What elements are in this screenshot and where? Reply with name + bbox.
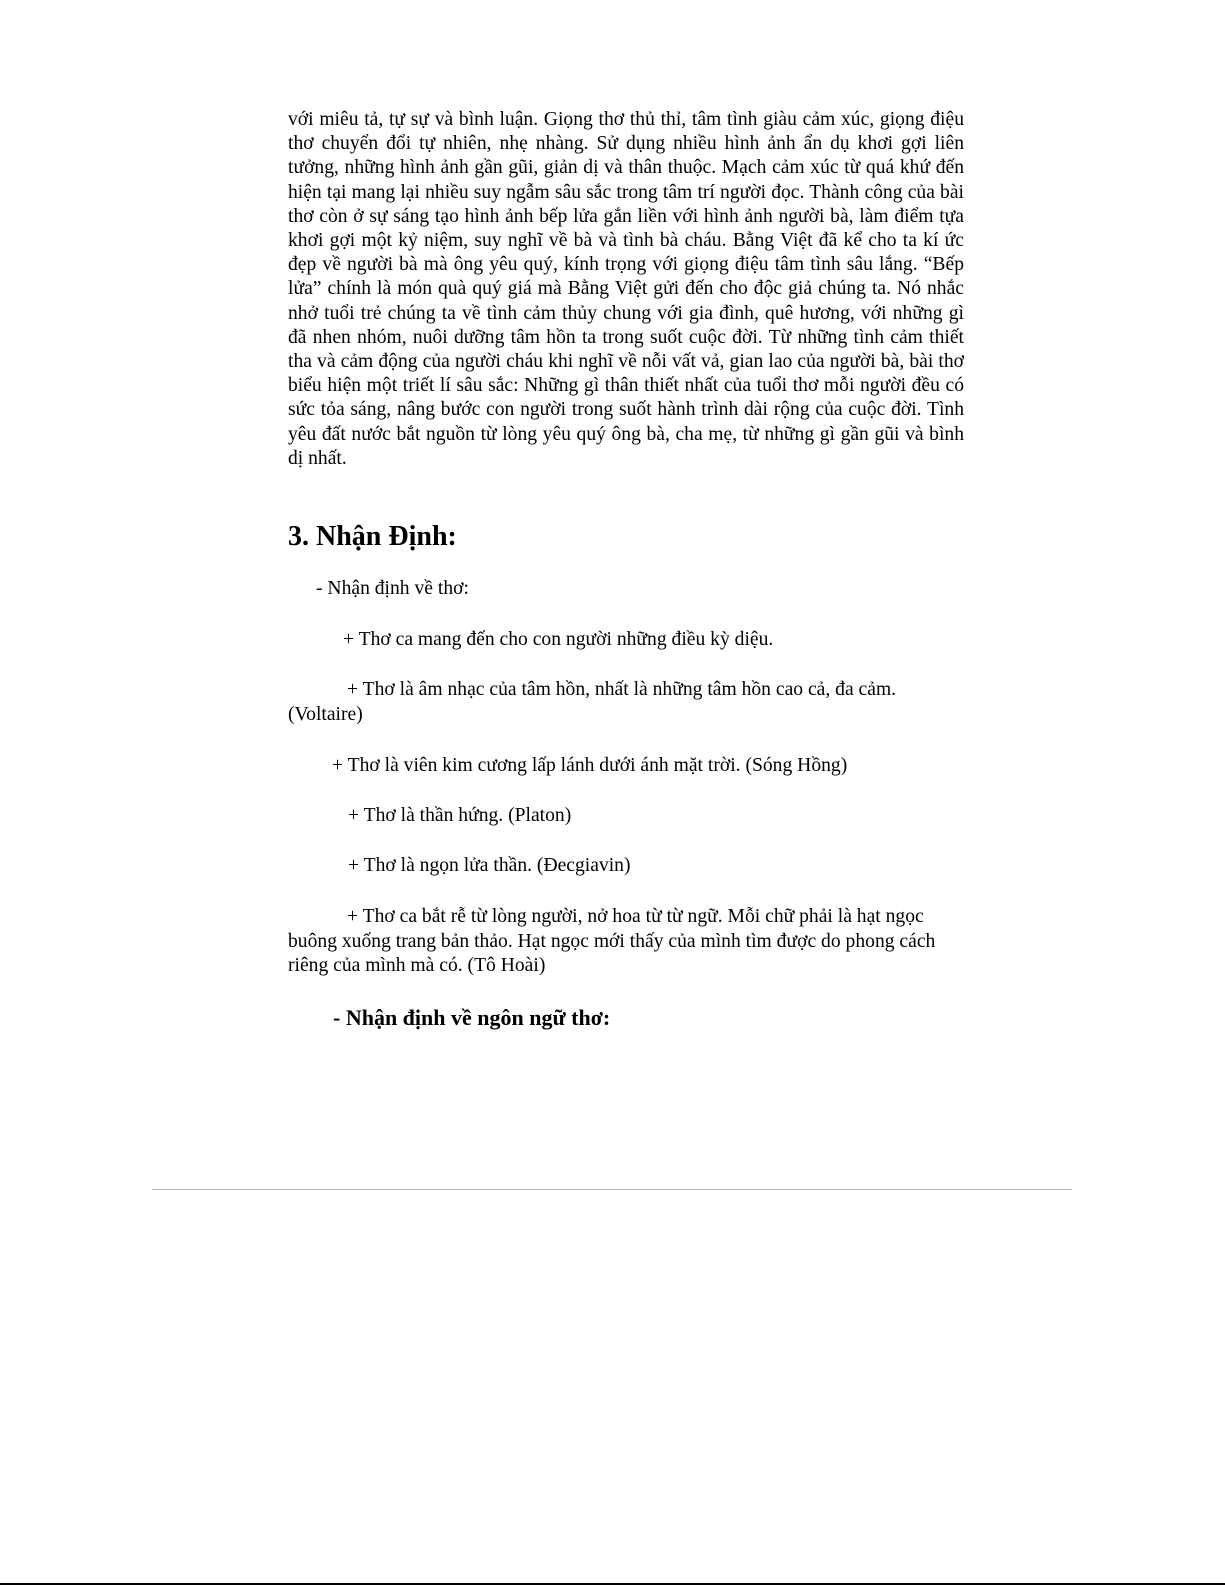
poetry-view-item: + Thơ ca bắt rễ từ lòng người, nở hoa từ từ ngữ. Mỗi chữ phải là hạt ngọc buông xuống trang bản thảo. Hạt ngọc mới thấy của mình tìm được do phong cách riêng của mình mà có. (Tô Hoài) (288, 906, 936, 976)
poetry-view-item: + Thơ là viên kim cương lấp lánh dưới ánh mặt trời. (Sóng Hồng) (332, 755, 848, 776)
section-heading: 3. Nhận Định: (288, 521, 457, 552)
poetry-view-item: + Thơ là thần hứng. (Platon) (348, 805, 572, 826)
body-paragraph: với miêu tả, tự sự và bình luận. Giọng thơ thủ thỉ, tâm tình giàu cảm xúc, giọng điệu thơ chuyển đổi tự nhiên, nhẹ nhàng. Sử dụng nhiều hình ảnh ẩn dụ khơi gợi liên tưởng, những hình ảnh gần gũi, giản dị và thân thuộc. Mạch cảm xúc từ quá khứ đến hiện tại mang lại nhiều suy ngẫm sâu sắc trong tâm trí người đọc. Thành công của bài thơ còn ở sự sáng tạo hình ảnh bếp lửa gắn liền với hình ảnh người bà, làm điểm tựa khơi gợi một kỷ niệm, suy nghĩ về bà và tình bà cháu. Bằng Việt đã kể cho ta kí ức đẹp về người bà mà ông yêu quý, kính trọng với giọng điệu tâm tình sâu lắng. “Bếp lửa” chính là món quà quý giá mà Bằng Việt gửi đến cho độc giả chúng ta. Nó nhắc nhở tuổi trẻ chúng ta về tình cảm thủy chung với gia đình, quê hương, với những gì đã nhen nhóm, nuôi dưỡng tâm hồn ta trong suốt cuộc đời. Từ những tình cảm thiết tha và cảm động của người cháu khi nghĩ về nỗi vất vả, gian lao của người bà, bài thơ biểu hiện một triết lí sâu sắc: Những gì thân thiết nhất của tuổi thơ mỗi người đều có sức tỏa sáng, nâng bước con người trong suốt hành trình dài rộng của cuộc đời. Tình yêu đất nước bắt nguồn từ lòng yêu quý ông bà, cha mẹ, từ những gì gần gũi và bình dị nhất. (288, 109, 964, 469)
language-views-heading: - Nhận định về ngôn ngữ thơ: (333, 1005, 611, 1030)
poetry-view-item: + Thơ là âm nhạc của tâm hồn, nhất là những tâm hồn cao cả, đa cảm. (Voltaire) (288, 679, 897, 725)
poetry-view-item: + Thơ là ngọn lửa thần. (Đecgiavin) (348, 855, 631, 876)
poetry-view-item: + Thơ ca mang đến cho con người những điều kỳ diệu. (343, 629, 774, 650)
page-separator (152, 1189, 1072, 1190)
poetry-views-label: - Nhận định về thơ: (316, 578, 469, 599)
